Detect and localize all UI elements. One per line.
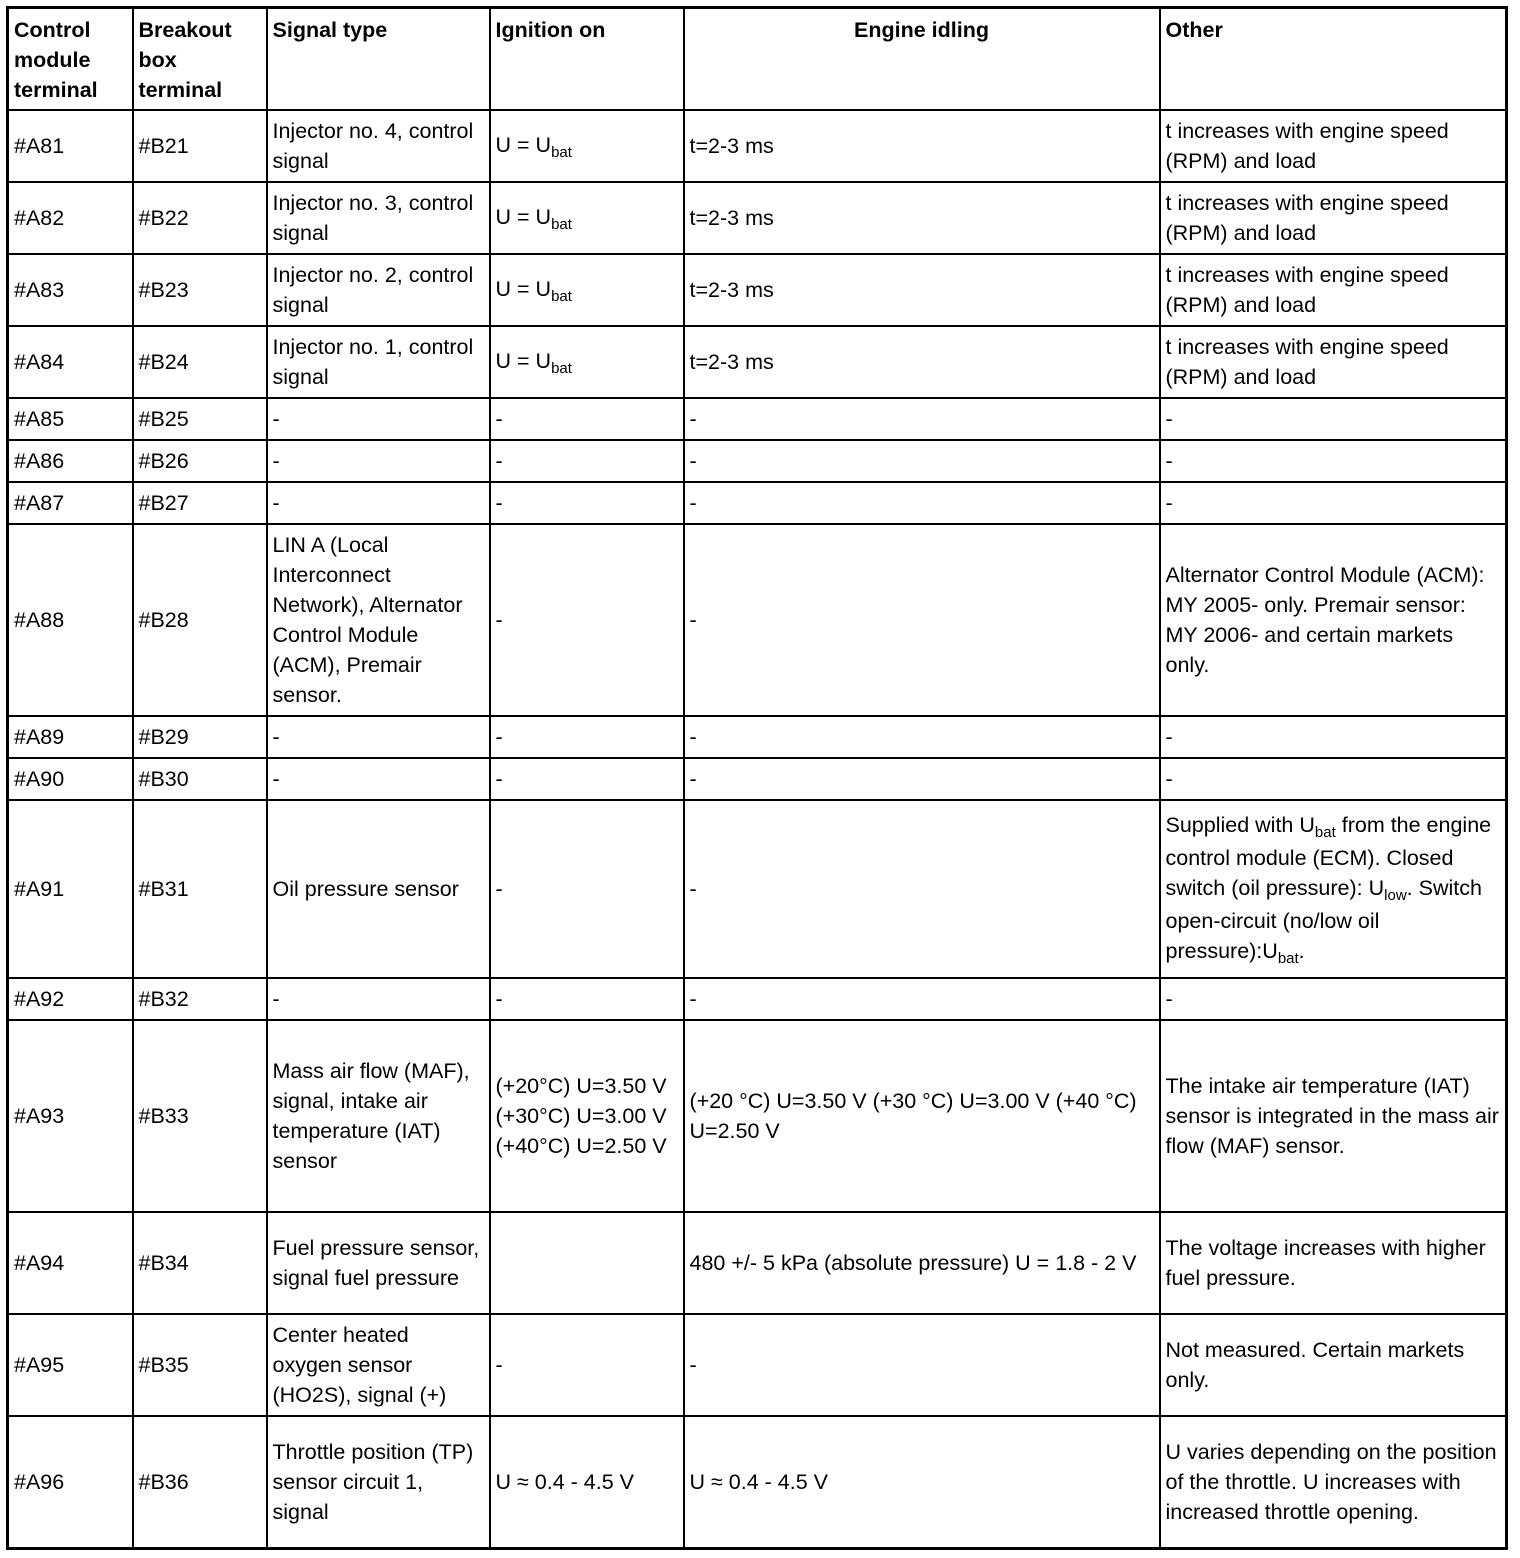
cell-other: The voltage increases with higher fuel pressure. — [1160, 1212, 1507, 1314]
cell-control-module: #A93 — [8, 1020, 133, 1212]
cell-other: t increases with engine speed (RPM) and load — [1160, 326, 1507, 398]
ignition-value: U = U — [495, 276, 552, 301]
cell-breakout-box: #B31 — [133, 800, 267, 978]
table-row — [8, 110, 1507, 182]
cell-signal-type: - — [267, 440, 490, 482]
other-text: . — [1298, 938, 1305, 963]
cell-engine-idling: - — [684, 978, 1160, 1020]
cell-other: Not measured. Certain markets only. — [1160, 1314, 1507, 1416]
cell-control-module: #A85 — [8, 398, 133, 440]
cell-ignition-on — [490, 182, 684, 254]
table-row — [8, 440, 1507, 482]
cell-other: - — [1160, 978, 1507, 1020]
cell-other: - — [1160, 758, 1507, 800]
cell-control-module: #A87 — [8, 482, 133, 524]
table-row — [8, 326, 1507, 398]
cell-breakout-box: #B23 — [133, 254, 267, 326]
header-other: Other — [1160, 8, 1507, 111]
cell-signal-type: Center heated oxygen sensor (HO2S), signal (+) — [267, 1314, 490, 1416]
table-row — [8, 1212, 1507, 1314]
cell-control-module: #A95 — [8, 1314, 133, 1416]
cell-control-module: #A90 — [8, 758, 133, 800]
cell-engine-idling: - — [684, 1314, 1160, 1416]
cell-breakout-box: #B34 — [133, 1212, 267, 1314]
cell-signal-type: - — [267, 978, 490, 1020]
subscript: bat — [551, 359, 572, 377]
ignition-value: U = U — [495, 348, 552, 373]
cell-breakout-box: #B26 — [133, 440, 267, 482]
table-row — [8, 1416, 1507, 1548]
cell-signal-type: Oil pressure sensor — [267, 800, 490, 978]
header-engine-idling: Engine idling — [684, 8, 1160, 111]
cell-signal-type: Mass air flow (MAF), signal, intake air temperature (IAT) sensor — [267, 1020, 490, 1212]
cell-breakout-box: #B24 — [133, 326, 267, 398]
cell-engine-idling: t=2-3 ms — [684, 326, 1160, 398]
cell-control-module: #A96 — [8, 1416, 133, 1548]
cell-ignition-on — [490, 254, 684, 326]
table-row — [8, 716, 1507, 758]
cell-other: - — [1160, 716, 1507, 758]
table-row — [8, 1314, 1507, 1416]
cell-signal-type: LIN A (Local Interconnect Network), Alternator Control Module (ACM), Premair sensor. — [267, 524, 490, 716]
cell-ignition-on: - — [490, 482, 684, 524]
table-row — [8, 800, 1507, 978]
subscript: bat — [1314, 823, 1336, 841]
ignition-value: U = U — [495, 204, 552, 229]
terminal-table — [6, 6, 1508, 1550]
cell-breakout-box: #B32 — [133, 978, 267, 1020]
table-row — [8, 254, 1507, 326]
cell-breakout-box: #B27 — [133, 482, 267, 524]
other-text: Supplied with U — [1165, 812, 1315, 837]
cell-other: - — [1160, 482, 1507, 524]
cell-other — [1160, 800, 1507, 978]
cell-engine-idling: 480 +/- 5 kPa (absolute pressure) U = 1.8 - 2 V — [684, 1212, 1160, 1314]
subscript: bat — [1277, 949, 1299, 967]
table-row — [8, 978, 1507, 1020]
cell-breakout-box: #B21 — [133, 110, 267, 182]
cell-ignition-on — [490, 110, 684, 182]
subscript: low — [1384, 886, 1407, 904]
cell-control-module: #A88 — [8, 524, 133, 716]
cell-engine-idling: t=2-3 ms — [684, 254, 1160, 326]
cell-signal-type: Injector no. 1, control signal — [267, 326, 490, 398]
header-signal-type: Signal type — [267, 8, 490, 111]
header-breakout-box: Breakout box terminal — [133, 8, 267, 111]
cell-ignition-on: - — [490, 716, 684, 758]
cell-engine-idling: U ≈ 0.4 - 4.5 V — [684, 1416, 1160, 1548]
subscript: bat — [551, 287, 572, 305]
cell-ignition-on: - — [490, 524, 684, 716]
cell-ignition-on — [490, 1212, 684, 1314]
cell-signal-type: - — [267, 758, 490, 800]
other-text: . Switch open-circuit (no/low oil pressure):U — [1165, 875, 1482, 963]
cell-engine-idling: - — [684, 758, 1160, 800]
table-row — [8, 482, 1507, 524]
cell-other: U varies depending on the position of the throttle. U increases with increased throttle opening. — [1160, 1416, 1507, 1548]
table-row — [8, 182, 1507, 254]
cell-signal-type: - — [267, 716, 490, 758]
table-row — [8, 758, 1507, 800]
cell-ignition-on: - — [490, 398, 684, 440]
cell-breakout-box: #B22 — [133, 182, 267, 254]
cell-signal-type: Fuel pressure sensor, signal fuel pressure — [267, 1212, 490, 1314]
cell-control-module: #A92 — [8, 978, 133, 1020]
subscript: bat — [551, 143, 572, 161]
cell-breakout-box: #B30 — [133, 758, 267, 800]
cell-ignition-on: - — [490, 440, 684, 482]
cell-breakout-box: #B33 — [133, 1020, 267, 1212]
cell-other: - — [1160, 440, 1507, 482]
other-text: from the engine control module (ECM). Closed switch (oil pressure): U — [1165, 812, 1492, 900]
table-row — [8, 524, 1507, 716]
cell-engine-idling: (+20 °C) U=3.50 V (+30 °C) U=3.00 V (+40 °C) U=2.50 V — [684, 1020, 1160, 1212]
cell-engine-idling: - — [684, 482, 1160, 524]
cell-engine-idling: - — [684, 440, 1160, 482]
cell-ignition-on — [490, 326, 684, 398]
cell-ignition-on: - — [490, 978, 684, 1020]
header-ignition-on: Ignition on — [490, 8, 684, 111]
cell-control-module: #A86 — [8, 440, 133, 482]
cell-other: The intake air temperature (IAT) sensor is integrated in the mass air flow (MAF) sensor. — [1160, 1020, 1507, 1212]
cell-breakout-box: #B28 — [133, 524, 267, 716]
cell-engine-idling: - — [684, 524, 1160, 716]
cell-ignition-on: (+20°C) U=3.50 V (+30°C) U=3.00 V (+40°C) U=2.50 V — [490, 1020, 684, 1212]
cell-signal-type: Throttle position (TP) sensor circuit 1, signal — [267, 1416, 490, 1548]
cell-other: t increases with engine speed (RPM) and load — [1160, 254, 1507, 326]
cell-engine-idling: - — [684, 716, 1160, 758]
cell-signal-type: - — [267, 398, 490, 440]
cell-control-module: #A83 — [8, 254, 133, 326]
cell-control-module: #A89 — [8, 716, 133, 758]
cell-breakout-box: #B25 — [133, 398, 267, 440]
table-row — [8, 1020, 1507, 1212]
cell-ignition-on: - — [490, 758, 684, 800]
cell-engine-idling: t=2-3 ms — [684, 182, 1160, 254]
cell-breakout-box: #B36 — [133, 1416, 267, 1548]
cell-breakout-box: #B29 — [133, 716, 267, 758]
cell-signal-type: Injector no. 2, control signal — [267, 254, 490, 326]
cell-ignition-on: - — [490, 800, 684, 978]
cell-ignition-on: U ≈ 0.4 - 4.5 V — [490, 1416, 684, 1548]
cell-control-module: #A81 — [8, 110, 133, 182]
cell-other: t increases with engine speed (RPM) and load — [1160, 182, 1507, 254]
header-control-module: Control module terminal — [8, 8, 133, 111]
cell-other: Alternator Control Module (ACM): MY 2005- only. Premair sensor: MY 2006- and certain markets only. — [1160, 524, 1507, 716]
page — [6, 6, 1508, 1550]
cell-ignition-on: - — [490, 1314, 684, 1416]
cell-control-module: #A91 — [8, 800, 133, 978]
cell-signal-type: Injector no. 4, control signal — [267, 110, 490, 182]
cell-engine-idling: - — [684, 800, 1160, 978]
table-row — [8, 398, 1507, 440]
cell-other: - — [1160, 398, 1507, 440]
cell-signal-type: - — [267, 482, 490, 524]
cell-engine-idling: t=2-3 ms — [684, 110, 1160, 182]
cell-control-module: #A94 — [8, 1212, 133, 1314]
subscript: bat — [551, 215, 572, 233]
cell-breakout-box: #B35 — [133, 1314, 267, 1416]
ignition-value: U = U — [495, 132, 552, 157]
cell-control-module: #A84 — [8, 326, 133, 398]
cell-control-module: #A82 — [8, 182, 133, 254]
cell-engine-idling: - — [684, 398, 1160, 440]
cell-other: t increases with engine speed (RPM) and load — [1160, 110, 1507, 182]
header-row — [8, 8, 1507, 111]
cell-signal-type: Injector no. 3, control signal — [267, 182, 490, 254]
